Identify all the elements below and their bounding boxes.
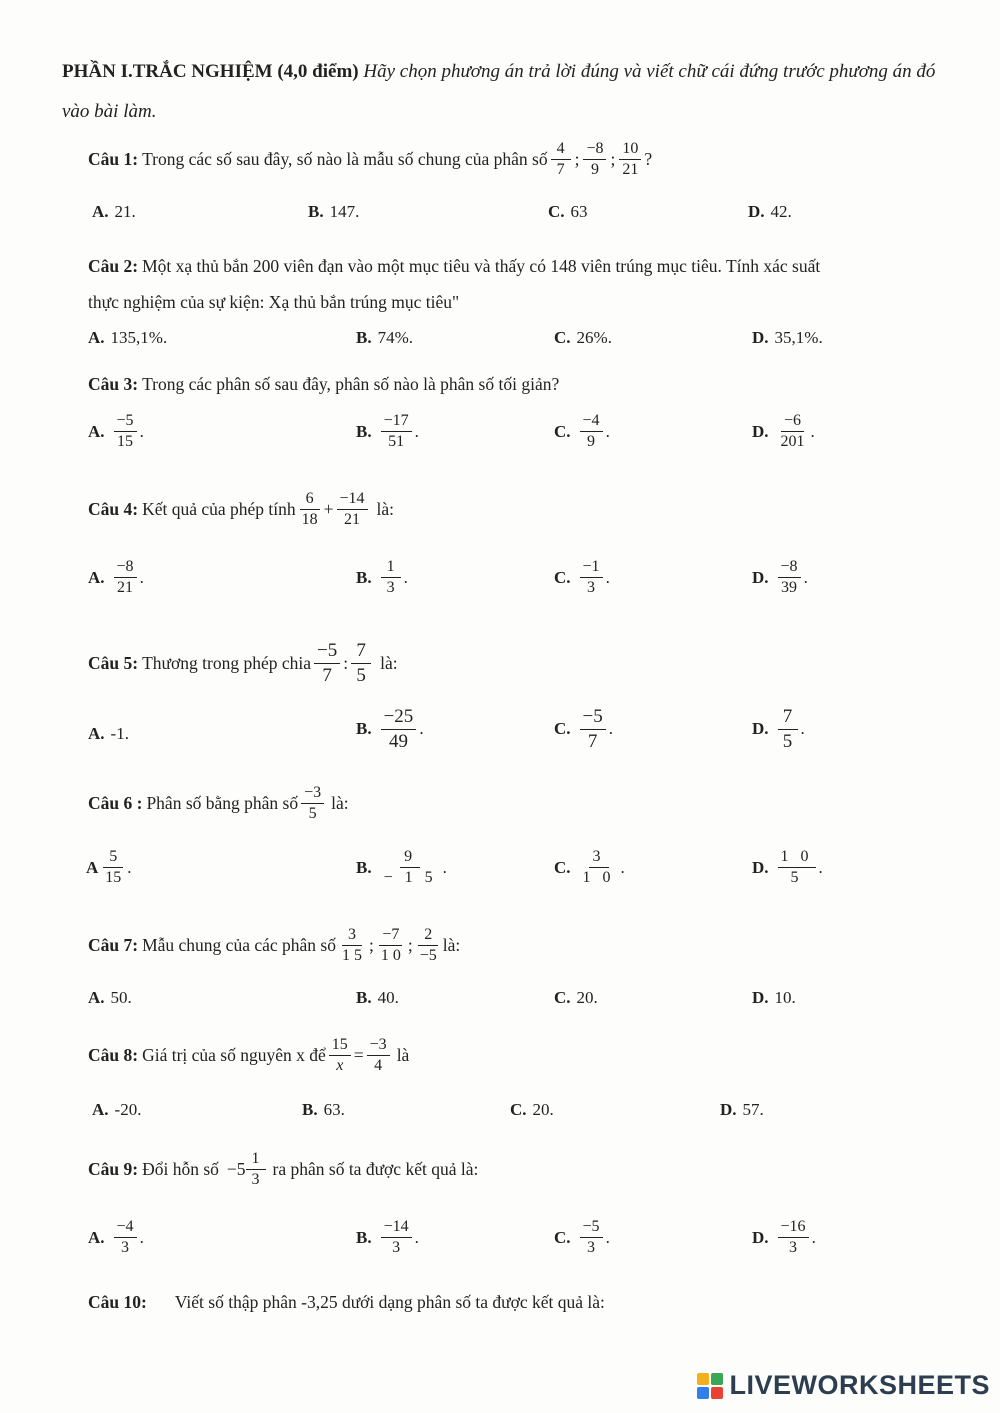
fraction [580, 558, 603, 598]
section-instruction: Hãy chọn phương án trả lời đúng và viết chữ cái đứng trước phương án đó vào bài làm. [62, 61, 936, 122]
option-letter: A. [88, 567, 105, 587]
fraction [299, 490, 321, 530]
fraction [114, 412, 137, 452]
question-tail: là: [380, 652, 398, 673]
operator: = [353, 1045, 364, 1066]
option-value: 74%. [377, 328, 414, 347]
denominator: 3 [789, 1239, 798, 1257]
option-a[interactable]: A. $\frac{-8}{21}$ . [88, 558, 144, 597]
question-text: Trong các phân số sau đây, phân số nào là phân số tối giản? [142, 374, 560, 394]
numerator: −5 [580, 706, 606, 730]
fraction [381, 706, 417, 753]
option-value: 26%. [576, 328, 612, 347]
denominator: 9 [590, 161, 599, 179]
question-label: Câu 8: [88, 1045, 139, 1066]
fraction [381, 412, 412, 452]
denominator: 3 [121, 1239, 130, 1257]
denominator: 18 [301, 511, 318, 529]
numerator: 7 [778, 706, 798, 730]
option-value: 35,1%. [774, 328, 823, 347]
numerator: −1 [580, 558, 603, 578]
option-c[interactable] [510, 1100, 554, 1120]
option-letter: B. [302, 1100, 318, 1119]
fraction [314, 640, 340, 687]
option-value: 42. [770, 202, 792, 221]
question-7: Câu 7: Mẫu chung của các phân số $\frac{3}{1 5}$ ; $\frac{-7}{1 0}$ ; $\frac{2}{-5}$ là: [88, 926, 461, 965]
option-letter: B. [356, 857, 372, 877]
option-letter: A. [92, 202, 109, 221]
option-c[interactable]: C. $\frac{3}{1 0}$ . [554, 848, 625, 887]
numerator: 4 [551, 140, 571, 160]
fraction [114, 558, 137, 598]
operator: : [343, 652, 349, 673]
option-letter: D. [752, 328, 769, 347]
question-10 [88, 1292, 605, 1313]
option-letter: B. [308, 202, 324, 221]
question-text: Một xạ thủ bắn 200 viên đạn vào một mục tiêu và thấy có 148 viên trúng mục tiêu. Tính xác suất [142, 256, 821, 276]
option-d[interactable] [752, 988, 796, 1008]
option-b[interactable] [356, 328, 413, 348]
question-label: Câu 5: [88, 652, 139, 673]
logo-tile [711, 1387, 723, 1399]
numerator: −8 [583, 140, 606, 160]
option-letter: C. [554, 1227, 571, 1247]
numerator: −7 [379, 926, 402, 946]
question-text: Thương trong phép chia [142, 652, 311, 673]
fraction [580, 1218, 603, 1258]
question-label: Câu 1: [88, 149, 139, 170]
option-d[interactable]: D. $\frac{1 0}{5}$ . [752, 848, 823, 887]
option-c[interactable]: C. $\frac{-5}{7}$ . [554, 706, 613, 752]
operator: + [323, 499, 334, 520]
question-2 [88, 248, 968, 320]
denominator: 21 [622, 161, 639, 179]
logo-tile [711, 1373, 723, 1385]
denominator: 21 [344, 511, 361, 529]
option-value: 21. [114, 202, 136, 221]
denominator: 3 [587, 579, 596, 597]
numerator: −5 [580, 1218, 603, 1238]
question-6 [88, 784, 349, 824]
denominator: 49 [388, 730, 408, 752]
fraction [580, 848, 618, 888]
question-text: Giá trị của số nguyên x để [142, 1045, 326, 1066]
logo-tile [697, 1373, 709, 1385]
option-letter: C. [554, 857, 571, 877]
numerator: −14 [381, 1218, 412, 1238]
option-letter: C. [554, 567, 571, 587]
numerator: −8 [778, 558, 801, 578]
fraction [367, 1036, 390, 1076]
option-b[interactable] [308, 202, 359, 222]
question-label: Câu 7: [88, 935, 139, 956]
question-text: Đổi hỗn số [142, 1159, 219, 1180]
option-c[interactable]: C. $\frac{-4}{9}$ . [554, 412, 610, 451]
option-value: -1. [110, 724, 129, 743]
denominator: 1 0 [380, 947, 401, 965]
option-d[interactable]: D. $\frac{-6}{201}$ . [752, 412, 815, 451]
numerator: 1 [381, 558, 401, 578]
fraction [351, 640, 371, 687]
fraction [778, 1218, 809, 1258]
option-d[interactable]: D. $\frac{-16}{3}$ . [752, 1218, 816, 1257]
question-tail: ra phân số ta được kết quả là: [272, 1159, 479, 1180]
option-letter: D. [720, 1100, 737, 1119]
denominator: 3 [251, 1171, 260, 1189]
section-header [62, 52, 942, 132]
option-letter: C. [510, 1100, 527, 1119]
denominator: 5 [790, 869, 803, 887]
denominator: 4 [374, 1057, 383, 1075]
denominator: 15 [105, 869, 122, 887]
option-letter: A. [88, 1227, 105, 1247]
denominator: 51 [388, 433, 405, 451]
numerator: 2 [418, 926, 438, 946]
fraction [580, 706, 606, 753]
option-letter: C. [554, 719, 571, 739]
denominator: 9 [587, 433, 596, 451]
option-a[interactable] [92, 1100, 141, 1120]
question-text: Trong các số sau đây, số nào là mẫu số chung của phân số [142, 149, 548, 170]
question-8 [88, 1036, 409, 1076]
option-value: 10. [774, 988, 796, 1007]
question-label: Câu 3: [88, 374, 139, 394]
denominator: 3 [392, 1239, 401, 1257]
numerator: 3 [342, 926, 362, 946]
fraction [337, 490, 368, 530]
option-letter: D. [752, 567, 769, 587]
option-a[interactable] [92, 202, 136, 222]
option-letter: B. [356, 421, 372, 441]
question-tail: là: [442, 935, 461, 956]
option-b[interactable]: B. $\frac{-14}{3}$ . [356, 1218, 419, 1257]
option-value: 20. [576, 988, 598, 1007]
question-tail: ? [644, 149, 653, 170]
option-letter: B. [356, 988, 372, 1007]
option-d[interactable] [752, 328, 823, 348]
option-letter: D. [752, 421, 769, 441]
option-c[interactable] [548, 202, 588, 222]
numerator: 6 [300, 490, 320, 510]
option-d[interactable]: D. $\frac{-8}{39}$ . [752, 558, 808, 597]
option-letter: A. [92, 1100, 109, 1119]
fraction [329, 1036, 351, 1076]
option-letter: A. [88, 421, 105, 441]
option-letter: A [86, 857, 99, 877]
numerator: −6 [781, 412, 804, 432]
question-label: Câu 10: [88, 1292, 147, 1312]
numerator: 15 [329, 1036, 351, 1056]
option-a[interactable] [88, 328, 167, 348]
question-text: Kết quả của phép tính [142, 499, 296, 520]
option-letter: C. [554, 988, 571, 1007]
fraction [102, 848, 124, 888]
fraction [583, 140, 606, 180]
option-d[interactable] [748, 202, 792, 222]
option-b[interactable] [302, 1100, 345, 1120]
numerator: −5 [314, 640, 340, 664]
option-b[interactable]: B. $\frac{-17}{51}$ . [356, 412, 419, 451]
numerator: 3 [589, 848, 609, 868]
fraction [778, 848, 816, 888]
question-label: Câu 9: [88, 1159, 139, 1180]
question-5 [88, 640, 398, 687]
option-value: -20. [114, 1100, 142, 1119]
numerator: −4 [114, 1218, 137, 1238]
fraction [339, 926, 365, 966]
question-tail: là: [376, 499, 395, 520]
numerator: −14 [337, 490, 368, 510]
numerator: 7 [351, 640, 371, 664]
logo-tile [697, 1387, 709, 1399]
denominator: 7 [556, 161, 565, 179]
fraction [378, 926, 404, 966]
option-letter: A. [88, 724, 105, 743]
option-letter: D. [752, 988, 769, 1007]
denominator: 5 [782, 730, 793, 752]
denominator: 5 [308, 805, 317, 823]
numerator: 10 [619, 140, 641, 160]
option-letter: A. [88, 328, 105, 347]
section-title: PHẦN I.TRẮC NGHIỆM (4,0 điểm) [62, 61, 359, 82]
denominator: −5 [419, 947, 437, 965]
numerator: −4 [580, 412, 603, 432]
fraction [417, 926, 440, 966]
option-value: 147. [329, 202, 360, 221]
denominator: 7 [587, 730, 598, 752]
question-1: Câu 1: Trong các số sau đây, số nào là mẫu số chung của phân số $\frac{4}{7}$ ; $\frac{-8}{9}$ ; $\frac{10}{21}$ ? [88, 140, 653, 179]
fraction [381, 558, 401, 598]
option-d[interactable]: D. $\frac{7}{5}$ . [752, 706, 805, 752]
denominator: 201 [780, 433, 805, 451]
option-a[interactable]: A. $\frac{-4}{3}$ . [88, 1218, 144, 1257]
option-letter: C. [548, 202, 565, 221]
question-tail: là [396, 1045, 410, 1066]
fraction [580, 412, 603, 452]
fraction [114, 1218, 137, 1258]
fraction [301, 784, 324, 824]
question-text: Phân số bằng phân số [146, 793, 299, 814]
option-value: 50. [110, 988, 132, 1007]
denominator: 1 0 [582, 869, 615, 887]
numerator: 1 0 [778, 848, 816, 868]
question-9 [88, 1150, 478, 1190]
denominator: x [336, 1057, 344, 1075]
denominator: 3 [386, 579, 395, 597]
fraction [778, 706, 798, 753]
question-text: Mẫu chung của các phân số [142, 935, 336, 956]
option-value: 40. [377, 988, 399, 1007]
numerator: −16 [778, 1218, 809, 1238]
option-a[interactable]: A. $\frac{-5}{15}$ . [88, 412, 144, 451]
question-label: Câu 4: [88, 499, 139, 520]
numerator: −3 [367, 1036, 390, 1056]
question-label: Câu 6 : [88, 793, 143, 814]
denominator: − 1 5 [383, 869, 437, 887]
option-value: 57. [742, 1100, 764, 1119]
option-a[interactable] [88, 724, 129, 744]
option-c[interactable] [554, 328, 612, 348]
option-letter: D. [748, 202, 765, 221]
denominator: 1 5 [341, 947, 362, 965]
option-value: 135,1%. [110, 328, 168, 347]
question-3 [88, 374, 559, 395]
liveworksheets-logo [697, 1370, 990, 1401]
option-letter: C. [554, 328, 571, 347]
numerator: 1 [246, 1150, 266, 1170]
option-b[interactable] [356, 988, 399, 1008]
option-d[interactable] [720, 1100, 764, 1120]
mixed-number-whole: −5 [226, 1159, 246, 1180]
fraction [246, 1150, 266, 1190]
denominator: 3 [587, 1239, 596, 1257]
option-b[interactable]: B. $\frac{1}{3}$ . [356, 558, 408, 597]
numerator: −3 [301, 784, 324, 804]
question-label: Câu 2: [88, 256, 139, 276]
denominator: 7 [322, 664, 332, 686]
option-value: 20. [532, 1100, 554, 1119]
option-letter: A. [88, 988, 105, 1007]
option-c[interactable]: C. $\frac{-1}{3}$ . [554, 558, 610, 597]
denominator: 15 [117, 433, 134, 451]
fraction [381, 1218, 412, 1258]
option-letter: D. [752, 1227, 769, 1247]
option-a[interactable]: A $\frac{5}{15}$ . [86, 848, 132, 887]
numerator: −25 [381, 706, 417, 730]
denominator: 21 [117, 579, 134, 597]
numerator: 9 [400, 848, 420, 868]
option-letter: B. [356, 1227, 372, 1247]
numerator: −8 [114, 558, 137, 578]
numerator: −5 [114, 412, 137, 432]
option-letter: D. [752, 719, 769, 739]
fraction [778, 412, 808, 452]
option-b[interactable]: B. $\frac{9}{- 1 5}$ . [356, 848, 447, 887]
question-tail: là: [331, 793, 349, 814]
option-letter: B. [356, 567, 372, 587]
option-letter: D. [752, 857, 769, 877]
fraction [619, 140, 641, 180]
fraction [778, 558, 801, 598]
numerator: 5 [103, 848, 123, 868]
option-c[interactable]: C. $\frac{-5}{3}$ . [554, 1218, 610, 1257]
fraction [381, 848, 440, 888]
option-letter: B. [356, 719, 372, 739]
option-value: 63 [570, 202, 588, 221]
denominator: 5 [356, 664, 366, 686]
brand-name: LIVEWORKSHEETS [729, 1370, 990, 1400]
numerator: −17 [381, 412, 412, 432]
option-a[interactable] [88, 988, 132, 1008]
option-letter: C. [554, 421, 571, 441]
question-text: Viết số thập phân -3,25 dưới dạng phân số ta được kết quả là: [174, 1292, 605, 1312]
option-b[interactable]: B. $\frac{-25}{49}$ . [356, 706, 424, 752]
option-c[interactable] [554, 988, 598, 1008]
denominator: 39 [781, 579, 798, 597]
question-4 [88, 490, 394, 530]
option-letter: B. [356, 328, 372, 347]
logo-tiles-icon [697, 1373, 723, 1399]
fraction [551, 140, 571, 180]
option-value: 63. [323, 1100, 345, 1119]
question-text-continued: thực nghiệm của sự kiện: Xạ thủ bắn trúng mục tiêu" [88, 292, 460, 312]
